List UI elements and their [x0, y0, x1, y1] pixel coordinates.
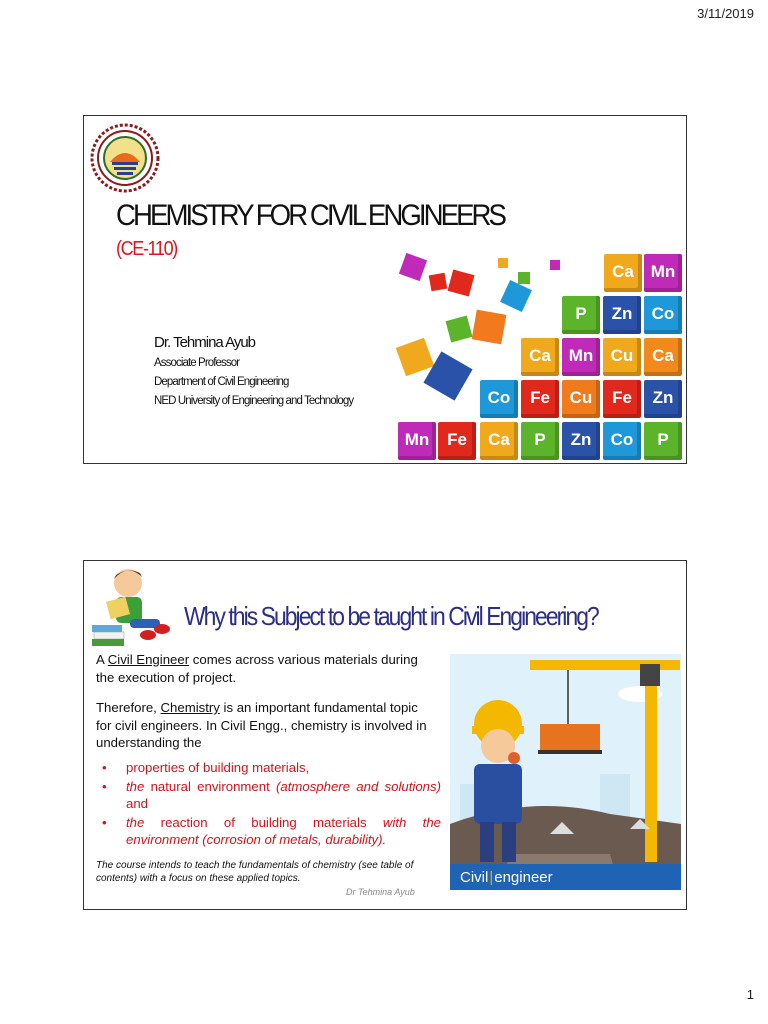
- element-symbol: Fe: [530, 388, 550, 407]
- element-tile-ca: [604, 254, 642, 292]
- author-signature: Dr Tehmina Ayub: [346, 887, 415, 897]
- element-symbol: Ca: [488, 430, 510, 449]
- element-symbol: Co: [651, 304, 675, 323]
- element-tile-p: [521, 422, 559, 460]
- element-symbol: Ca: [529, 346, 551, 365]
- floating-cube: [396, 338, 434, 376]
- caption-text: Civil: [460, 868, 489, 886]
- element-tile-zn: [603, 296, 641, 334]
- paragraph-chemistry: [96, 699, 436, 752]
- text: is an important fundamental topic for civil engineers. In Civil Engg., chemistry is involved in understanding the: [96, 700, 427, 750]
- element-tile-p: [644, 422, 682, 460]
- bullet-item: [96, 814, 441, 849]
- civil-engineer-illustration: [450, 654, 681, 890]
- element-symbol: Mn: [650, 262, 676, 281]
- caption-text: engineer: [494, 868, 553, 886]
- floating-cube: [550, 260, 560, 270]
- element-symbol: Ca: [652, 346, 674, 365]
- element-tile-ca: [480, 422, 518, 460]
- bullet-item: [96, 759, 441, 777]
- element-tile-co: [603, 422, 641, 460]
- course-code: (CE-110): [116, 238, 177, 260]
- periodic-tiles-illustration: [394, 246, 686, 463]
- floating-cube: [429, 273, 448, 292]
- element-symbol: Mn: [404, 430, 430, 449]
- header-date: 3/11/2019: [697, 6, 754, 21]
- element-symbol: P: [534, 430, 546, 449]
- element-tile-p: [562, 296, 600, 334]
- floating-cube: [448, 270, 475, 297]
- element-tile-cu: [562, 380, 600, 418]
- element-tile-fe: [438, 422, 476, 460]
- element-symbol: P: [575, 304, 587, 323]
- text: the: [126, 778, 145, 794]
- element-tile-fe: [603, 380, 641, 418]
- text: the: [126, 814, 145, 830]
- caption-civil-engineer: [450, 864, 681, 890]
- floating-cube: [500, 280, 532, 312]
- text: reaction of building materials: [144, 814, 383, 830]
- university-seal-logo: [90, 122, 160, 194]
- author-name: Dr. Tehmina Ayub: [154, 334, 256, 351]
- floating-cube: [472, 310, 507, 345]
- text: (atmosphere and solutions): [276, 778, 441, 794]
- author-position: Associate Professor: [154, 357, 240, 369]
- element-tile-zn: [644, 380, 682, 418]
- bullet-item: [96, 778, 441, 813]
- page-number: 1: [746, 987, 754, 1002]
- title-slide: [83, 115, 687, 464]
- reading-kid-illustration: [90, 563, 178, 649]
- element-tile-zn: [562, 422, 600, 460]
- paragraph-civil-engineer: [96, 651, 436, 686]
- element-tile-mn: [398, 422, 436, 460]
- element-tile-co: [480, 380, 518, 418]
- slide-title: Why this Subject to be taught in Civil Engineering?: [184, 601, 598, 631]
- element-symbol: Cu: [610, 346, 634, 365]
- text: natural environment: [144, 778, 276, 794]
- element-tile-fe: [521, 380, 559, 418]
- slide-title: CHEMISTRY FOR CIVIL ENGINEERS: [116, 199, 505, 232]
- element-tile-ca: [521, 338, 559, 376]
- text: with the environment (corrosion of metals, durability).: [126, 814, 441, 847]
- element-tile-ca: [644, 338, 682, 376]
- element-symbol: Zn: [652, 388, 674, 407]
- element-symbol: Zn: [611, 304, 633, 323]
- text: properties of building materials,: [126, 760, 310, 775]
- element-symbol: Mn: [568, 346, 594, 365]
- text: Therefore,: [96, 700, 161, 715]
- element-symbol: Cu: [569, 388, 593, 407]
- element-tile-mn: [644, 254, 682, 292]
- floating-cube: [399, 253, 427, 281]
- term-chemistry: Chemistry: [160, 700, 220, 715]
- text: and: [126, 796, 149, 811]
- element-symbol: Ca: [612, 262, 634, 281]
- element-tile-mn: [562, 338, 600, 376]
- author-university: NED University of Engineering and Technology: [154, 395, 354, 407]
- floating-cube: [446, 316, 473, 343]
- author-department: Department of Civil Engineering: [154, 376, 289, 388]
- element-symbol: Fe: [612, 388, 632, 407]
- element-symbol: Fe: [447, 430, 467, 449]
- bullet-list: [96, 759, 441, 850]
- element-symbol: Co: [487, 388, 511, 407]
- text: comes across various materials during the execution of project.: [96, 652, 418, 685]
- element-symbol: Zn: [570, 430, 592, 449]
- content-slide: [83, 560, 687, 910]
- course-note: The course intends to teach the fundamentals of chemistry (see table of contents) with a focus on these applied topics.: [96, 860, 414, 884]
- floating-cube: [518, 272, 530, 284]
- element-symbol: Co: [610, 430, 634, 449]
- floating-cube: [498, 258, 508, 268]
- element-tile-co: [644, 296, 682, 334]
- element-tile-cu: [603, 338, 641, 376]
- term-civil-engineer: Civil Engineer: [107, 652, 190, 667]
- element-symbol: P: [657, 430, 669, 449]
- caption-divider: |: [489, 868, 494, 886]
- text: A: [96, 652, 108, 667]
